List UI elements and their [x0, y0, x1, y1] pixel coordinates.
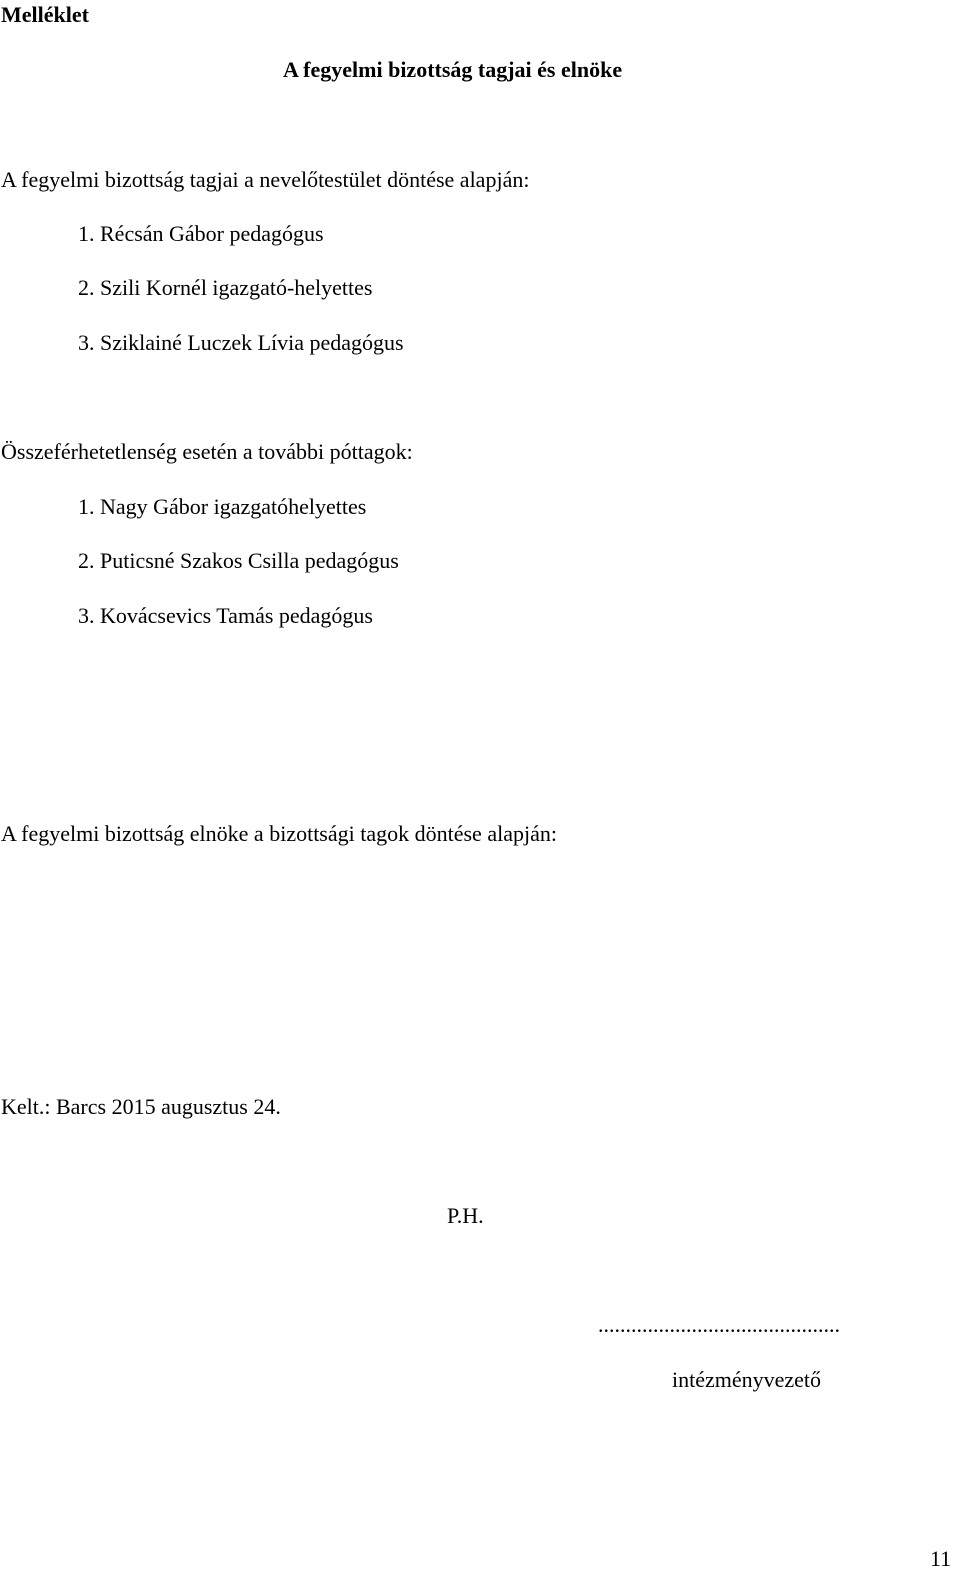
substitute-item-1: 1. Nagy Gábor igazgatóhelyettes — [78, 494, 367, 519]
page-number: 11 — [930, 1546, 952, 1571]
signature-line: ............................................ — [598, 1312, 840, 1337]
chair-intro: A fegyelmi bizottság elnöke a bizottsági tagok döntése alapján: — [1, 821, 557, 846]
seal-placeholder: P.H. — [447, 1203, 484, 1228]
member-item-1: 1. Récsán Gábor pedagógus — [78, 221, 324, 246]
attachment-label: Melléklet — [1, 2, 89, 27]
substitute-item-2: 2. Puticsné Szakos Csilla pedagógus — [78, 548, 399, 573]
substitute-item-3: 3. Kovácsevics Tamás pedagógus — [78, 603, 373, 628]
members-intro: A fegyelmi bizottság tagjai a nevelőtestület döntése alapján: — [1, 167, 530, 192]
member-item-3: 3. Sziklainé Luczek Lívia pedagógus — [78, 330, 404, 355]
member-item-2: 2. Szili Kornél igazgató-helyettes — [78, 275, 373, 300]
page-title: A fegyelmi bizottság tagjai és elnöke — [283, 57, 623, 82]
signature-title: intézményvezető — [672, 1367, 822, 1392]
substitutes-intro: Összeférhetetlenség esetén a további póttagok: — [1, 439, 413, 464]
date-line: Kelt.: Barcs 2015 augusztus 24. — [1, 1094, 281, 1119]
